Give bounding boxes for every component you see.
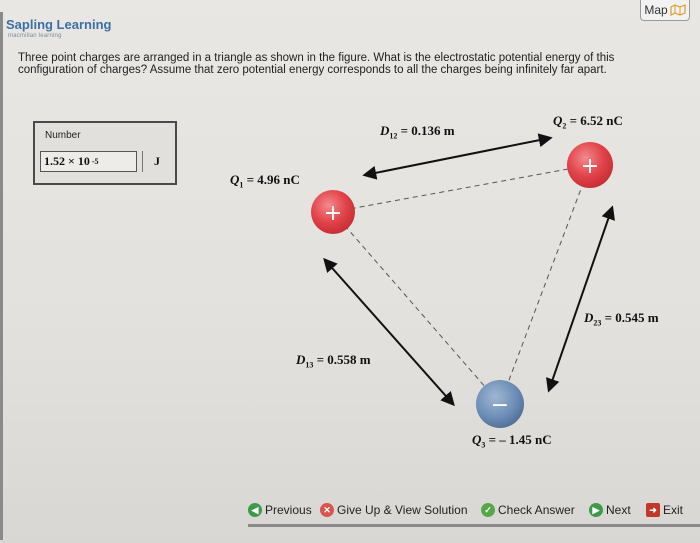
map-label: Map: [644, 3, 668, 17]
edge-23: [500, 165, 590, 404]
arrow-d23: [549, 208, 612, 390]
label-q1: $Q_1 = 4.96$ nC: [230, 172, 300, 190]
next-button[interactable]: [589, 503, 631, 517]
previous-button[interactable]: [248, 503, 312, 517]
next-label: Next: [606, 503, 631, 517]
brand-subtitle: macmillan learning: [8, 33, 62, 39]
give-up-button[interactable]: [320, 503, 468, 517]
arrow-d13: [325, 260, 453, 404]
answer-value: 1.52 × 10: [44, 154, 90, 168]
exit-icon: ➜: [646, 503, 660, 517]
check-answer-button[interactable]: [481, 503, 575, 517]
edge-12: [333, 165, 590, 212]
check-answer-label: Check Answer: [498, 503, 575, 517]
give-up-label: Give Up & View Solution: [337, 503, 468, 517]
charge-q3-sign: −: [490, 393, 510, 418]
question-text: Three point charges are arranged in a triangle as shown in the figure. What is the electrostatic potential energy of this configuration of charges? Assume that zero potential energy corresponds to all the charges being infinitely far apart.: [18, 52, 615, 76]
answer-exponent: -5: [91, 157, 99, 166]
answer-label: Number: [45, 130, 81, 141]
next-icon: ▶: [589, 503, 603, 517]
label-q3: $Q_3$ = – 1.45 nC: [472, 432, 552, 450]
charge-q2-sign: +: [580, 154, 600, 179]
label-d23: $D_{23} = 0.545$ m: [584, 310, 659, 328]
charge-q1-sign: +: [323, 201, 343, 226]
label-d12: $D_{12} = 0.136$ m: [380, 123, 455, 141]
bottom-toolbar: [248, 498, 700, 530]
label-d13: $D_{13} = 0.558$ m: [296, 352, 371, 370]
answer-unit: J: [142, 151, 171, 172]
exit-button[interactable]: [646, 503, 683, 517]
arrow-d12: [365, 138, 550, 175]
exit-label: Exit: [663, 503, 684, 517]
label-q2: $Q_2 = 6.52$ nC: [553, 113, 623, 131]
edge-13: [333, 212, 500, 404]
brand-title: Sapling Learning: [6, 17, 112, 32]
give-up-icon: ✕: [320, 503, 334, 517]
previous-label: Previous: [265, 503, 312, 517]
check-icon: ✓: [481, 503, 495, 517]
toolbar-divider: [248, 524, 700, 527]
previous-icon: ◀: [248, 503, 262, 517]
